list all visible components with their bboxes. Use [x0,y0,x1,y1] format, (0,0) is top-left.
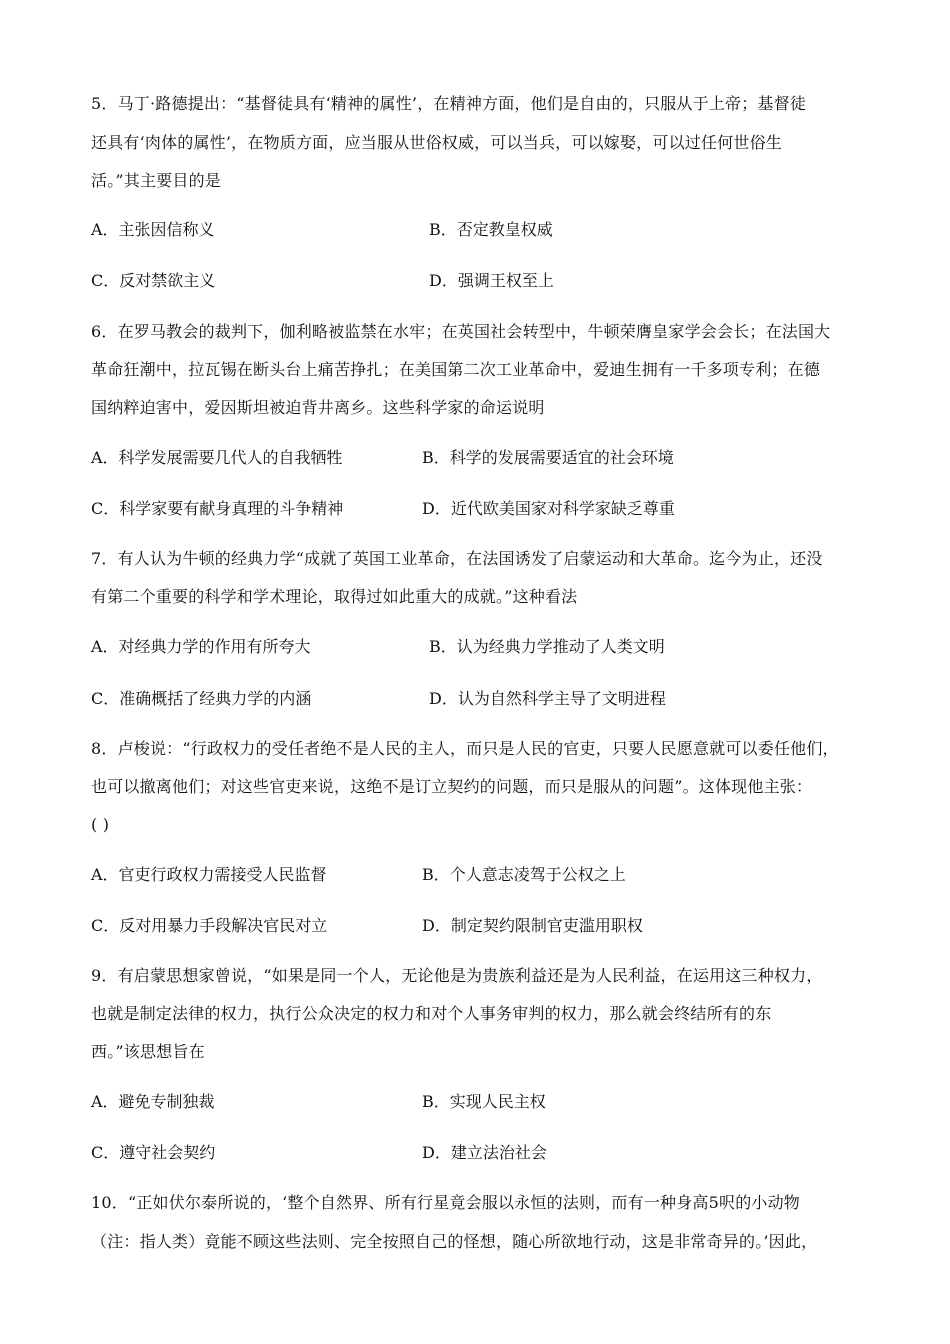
q5-option-a[interactable]: A．主张因信称义 [91,220,215,239]
q6-stem-line-3: 国纳粹迫害中，爱因斯坦被迫背井离乡。这些科学家的命运说明 [91,398,545,417]
q9-option-a[interactable]: A．避免专制独裁 [91,1092,215,1111]
q6-option-d[interactable]: D．近代欧美国家对科学家缺乏尊重 [422,499,675,518]
q7-option-c[interactable]: C．准确概括了经典力学的内涵 [91,689,312,708]
q7-option-d[interactable]: D．认为自然科学主导了文明进程 [429,689,666,708]
q5-stem-line-3: 活。”其主要目的是 [91,171,221,190]
q6-option-c[interactable]: C．科学家要有献身真理的斗争精神 [91,499,344,518]
q6-stem-line-2: 革命狂潮中，拉瓦锡在断头台上痛苦挣扎；在美国第二次工业革命中，爱迪生拥有一千多项专利；在德 [91,360,821,379]
q8-option-b[interactable]: B．个人意志凌驾于公权之上 [422,865,626,884]
q6-option-a[interactable]: A．科学发展需要几代人的自我牺牲 [91,448,343,467]
q8-stem-line-3: ( ) [91,815,110,834]
q7-stem-line-1: 7．有人认为牛顿的经典力学“成就了英国工业革命，在法国诱发了启蒙运动和大革命。迄今为止，还没 [91,549,823,568]
q8-option-a[interactable]: A．官吏行政权力需接受人民监督 [91,865,327,884]
q10-stem-line-1: 10．“正如伏尔泰所说的，‘整个自然界、所有行星竟会服以永恒的法则，而有一种身高5呎的小动物 [91,1193,801,1212]
q8-stem-line-2: 也可以撤离他们；对这些官吏来说，这绝不是订立契约的问题，而只是服从的问题”。这体现他主张： [91,777,813,796]
q10-stem-line-2: （注：指人类）竟能不顾这些法则、完全按照自己的怪想，随心所欲地行动，这是非常奇异的。’因此， [91,1232,818,1251]
q7-stem-line-2: 有第二个重要的科学和学术理论，取得过如此重大的成就。”这种看法 [91,587,578,606]
q5-stem-line-1: 5．马丁·路德提出：“基督徒具有‘精神的属性’，在精神方面，他们是自由的，只服从于上帝；基督徒 [91,94,807,113]
q8-option-c[interactable]: C．反对用暴力手段解决官民对立 [91,916,328,935]
q9-option-c[interactable]: C．遵守社会契约 [91,1143,216,1162]
q7-option-b[interactable]: B．认为经典力学推动了人类文明 [429,637,665,656]
q6-stem-line-1: 6．在罗马教会的裁判下，伽利略被监禁在水牢；在英国社会转型中，牛顿荣膺皇家学会会长；在法国大 [91,322,831,341]
q8-option-d[interactable]: D．制定契约限制官吏滥用职权 [422,916,643,935]
q9-option-b[interactable]: B．实现人民主权 [422,1092,546,1111]
q5-option-d[interactable]: D．强调王权至上 [429,271,554,290]
q9-stem-line-2: 也就是制定法律的权力，执行公众决定的权力和对个人事务审判的权力，那么就会终结所有的东 [91,1004,772,1023]
q7-option-a[interactable]: A．对经典力学的作用有所夸大 [91,637,311,656]
q9-option-d[interactable]: D．建立法治社会 [422,1143,547,1162]
q5-option-b[interactable]: B．否定教皇权威 [429,220,553,239]
q9-stem-line-3: 西。”该思想旨在 [91,1042,205,1061]
q6-option-b[interactable]: B．科学的发展需要适宜的社会环境 [422,448,674,467]
q8-stem-line-1: 8．卢梭说：“行政权力的受任者绝不是人民的主人，而只是人民的官吏，只要人民愿意就可以委任他们， [91,739,839,758]
q9-stem-line-1: 9．有启蒙思想家曾说，“如果是同一个人，无论他是为贵族利益还是为人民利益，在运用这三种权力， [91,966,823,985]
q5-stem-line-2: 还具有‘肉体的属性’，在物质方面，应当服从世俗权威，可以当兵，可以嫁娶，可以过任何世俗生 [91,133,782,152]
q5-option-c[interactable]: C．反对禁欲主义 [91,271,216,290]
